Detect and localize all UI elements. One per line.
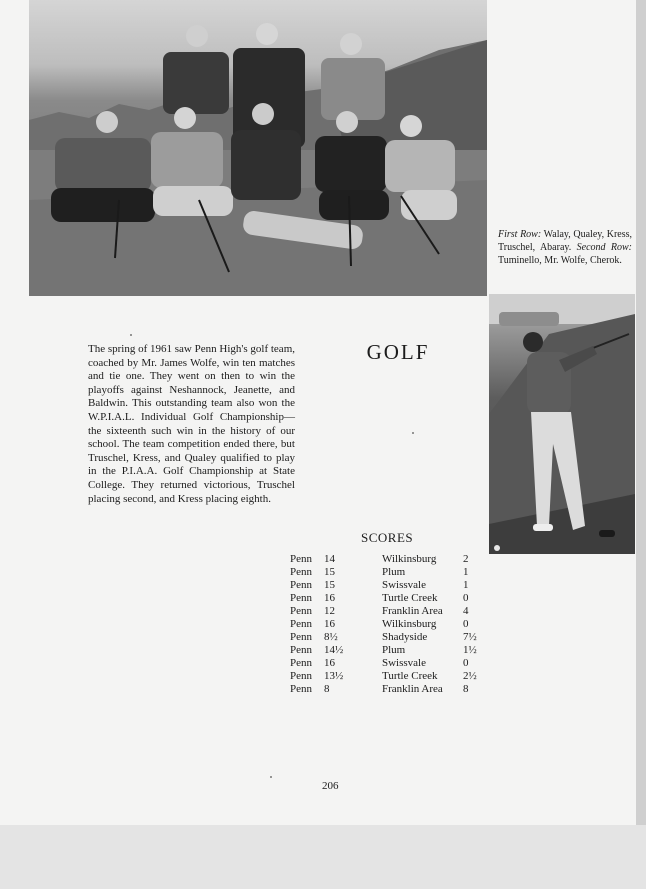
score-opponent-points: 7½: [463, 631, 477, 643]
team-photo-illustration: [29, 0, 487, 296]
caption-first-row-label: First Row:: [498, 229, 542, 240]
score-team-points: 16: [324, 618, 335, 630]
score-row: [290, 657, 483, 670]
score-opponent: Franklin Area: [382, 683, 443, 695]
score-team-points: 8½: [324, 631, 338, 643]
score-row: [290, 605, 483, 618]
score-row: [290, 631, 483, 644]
score-row: [290, 618, 483, 631]
caption-second-row-names: Tuminello, Mr. Wolfe, Cherok.: [498, 255, 622, 266]
score-team: Penn: [290, 592, 312, 604]
score-team: Penn: [290, 553, 312, 565]
score-team: Penn: [290, 579, 312, 591]
print-speck: [412, 432, 414, 434]
score-opponent: Swissvale: [382, 657, 426, 669]
score-opponent: Swissvale: [382, 579, 426, 591]
score-opponent: Turtle Creek: [382, 592, 438, 604]
score-team: Penn: [290, 683, 312, 695]
score-opponent-points: 0: [463, 657, 469, 669]
score-opponent: Shadyside: [382, 631, 428, 643]
caption-first-row-names: Walay, Qualey, Kress, Truschel, Abaray.: [498, 229, 633, 253]
score-team-points: 16: [324, 657, 335, 669]
score-opponent-points: 1: [463, 566, 469, 578]
score-team: Penn: [290, 644, 312, 656]
scan-margin: [0, 825, 646, 889]
score-opponent: Wilkinsburg: [382, 618, 437, 630]
team-group-photo: [29, 0, 487, 296]
score-team-points: 16: [324, 592, 335, 604]
score-team: Penn: [290, 618, 312, 630]
score-opponent: Franklin Area: [382, 605, 443, 617]
page-edge: [636, 0, 646, 889]
score-team-points: 8: [324, 683, 330, 695]
score-team-points: 14½: [324, 644, 344, 656]
score-opponent-points: 4: [463, 605, 469, 617]
article-body: The spring of 1961 saw Penn High's golf team, coached by Mr. James Wolfe, win ten matches and tie one. They went on then to win the playoffs against Neshannock, Jeanette, and Baldwin. This outstanding team also won the W.P.I.A.L. Individual Golf Championship—the sixteenth such win in the history of our school. The team competition ended there, but Truschel, Kress, and Qualey qualified to play in the P.I.A.A. Golf Championship at State College. They returned victorious, Truschel placing second, and Kress placing eighth.: [88, 343, 295, 505]
score-team-points: 15: [324, 579, 335, 591]
score-opponent: Turtle Creek: [382, 670, 438, 682]
score-team: Penn: [290, 657, 312, 669]
score-team-points: 15: [324, 566, 335, 578]
page-number: 206: [322, 780, 339, 792]
score-opponent-points: 8: [463, 683, 469, 695]
score-opponent: Plum: [382, 566, 406, 578]
section-title: GOLF: [366, 340, 430, 364]
scores-table: [290, 553, 483, 696]
caption-second-row-label: Second Row:: [571, 242, 632, 253]
score-opponent-points: 1: [463, 579, 469, 591]
score-team: Penn: [290, 566, 312, 578]
score-row: [290, 553, 483, 566]
score-opponent-points: 2½: [463, 670, 477, 682]
score-team-points: 13½: [324, 670, 344, 682]
score-team-points: 14: [324, 553, 335, 565]
score-row: [290, 683, 483, 696]
score-opponent: Wilkinsburg: [382, 553, 437, 565]
score-opponent: Plum: [382, 644, 406, 656]
score-opponent-points: 0: [463, 592, 469, 604]
score-team-points: 12: [324, 605, 335, 617]
golfer-photo-illustration: [489, 294, 635, 554]
photo-caption: [498, 228, 632, 267]
score-row: [290, 644, 483, 657]
score-team: Penn: [290, 670, 312, 682]
score-row: [290, 566, 483, 579]
score-team: Penn: [290, 605, 312, 617]
score-opponent-points: 1½: [463, 644, 477, 656]
score-row: [290, 592, 483, 605]
score-team: Penn: [290, 631, 312, 643]
score-opponent-points: 0: [463, 618, 469, 630]
score-row: [290, 579, 483, 592]
score-opponent-points: 2: [463, 553, 469, 565]
scores-table-body: [290, 553, 483, 696]
golfer-swing-photo: [489, 294, 635, 554]
score-row: [290, 670, 483, 683]
scores-heading: SCORES: [361, 530, 414, 545]
print-speck: [130, 334, 132, 336]
print-speck: [270, 776, 272, 778]
